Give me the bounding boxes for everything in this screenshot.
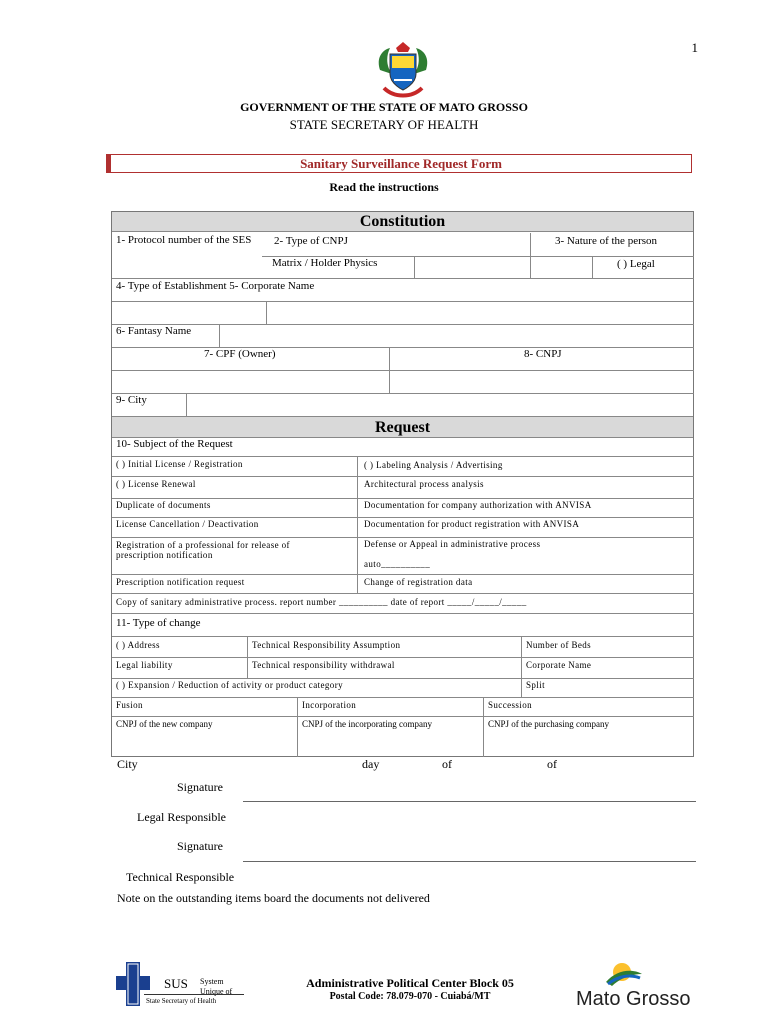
- signature-label-1: Signature: [177, 780, 223, 794]
- cpf-owner-label: 7- CPF (Owner): [204, 348, 276, 360]
- request-option[interactable]: Documentation for company authorization with ANVISA: [364, 500, 592, 510]
- request-heading: Request: [112, 416, 693, 438]
- year-field[interactable]: of: [547, 757, 557, 771]
- request-option-line2[interactable]: auto__________: [364, 559, 431, 569]
- instructions-label: Read the instructions: [329, 180, 439, 194]
- request-option[interactable]: Prescription notification request: [116, 577, 245, 587]
- state-coat-of-arms-icon: [372, 40, 434, 102]
- change-heading: 11- Type of change: [116, 617, 201, 629]
- matrix-holder-field[interactable]: Matrix / Holder Physics: [272, 257, 378, 269]
- request-option[interactable]: Documentation for product registration with ANVISA: [364, 519, 580, 529]
- legal-responsible-label: Legal Responsible: [137, 810, 226, 824]
- request-option[interactable]: Registration of a professional for release of: [116, 540, 290, 550]
- subject-label: 10- Subject of the Request: [116, 438, 233, 450]
- cnpj-label: 8- CNPJ: [524, 348, 562, 360]
- change-option[interactable]: Legal liability: [116, 660, 173, 670]
- footer-address: Administrative Political Center Block 05: [306, 976, 514, 990]
- cnpj-new-company-field[interactable]: CNPJ of the new company: [116, 719, 213, 729]
- sus-label: SUS: [164, 976, 188, 991]
- request-option[interactable]: Architectural process analysis: [364, 479, 484, 489]
- sus-secretary: State Secretary of Health: [146, 997, 217, 1005]
- request-option[interactable]: Defense or Appeal in administrative process: [364, 539, 541, 549]
- request-option[interactable]: ( ) Labeling Analysis / Advertising: [364, 460, 503, 470]
- request-option[interactable]: ( ) License Renewal: [116, 479, 196, 489]
- fantasy-name-label: 6- Fantasy Name: [116, 325, 192, 337]
- footer-postal: Postal Code: 78.079-070 - Cuiabá/MT: [329, 991, 491, 1002]
- page-number: 1: [691, 40, 698, 55]
- nature-label: 3- Nature of the person: [555, 235, 658, 247]
- copy-process-line[interactable]: Copy of sanitary administrative process. report number __________ date of report _____/_____/_____: [116, 597, 527, 607]
- sus-cross-logo-icon: [116, 962, 150, 1006]
- outstanding-note: Note on the outstanding items board the documents not delivered: [117, 891, 430, 905]
- technical-signature-line[interactable]: [243, 861, 696, 862]
- request-option[interactable]: ( ) Initial License / Registration: [116, 459, 243, 469]
- form-title: Sanitary Surveillance Request Form: [300, 156, 502, 171]
- legal-signature-line[interactable]: [243, 801, 696, 802]
- cnpj-type-label: 2- Type of CNPJ: [274, 235, 348, 247]
- incorporation-label[interactable]: Incorporation: [302, 700, 357, 710]
- change-option[interactable]: Technical Responsibility Assumption: [252, 640, 401, 650]
- change-option[interactable]: Technical responsibility withdrawal: [252, 660, 395, 670]
- protocol-label: 1- Protocol number of the SES: [116, 234, 252, 246]
- constitution-heading: Constitution: [112, 212, 693, 232]
- fusion-label[interactable]: Fusion: [116, 700, 143, 710]
- form-grid: [111, 211, 694, 757]
- legal-option[interactable]: ( ) Legal: [617, 258, 655, 270]
- establishment-label: 4- Type of Establishment 5- Corporate Name: [116, 280, 315, 292]
- secretary-title: STATE SECRETARY OF HEALTH: [289, 117, 479, 132]
- request-option-line2: prescription notification: [116, 550, 213, 560]
- technical-responsible-label: Technical Responsible: [126, 870, 235, 884]
- mato-grosso-logo: [576, 960, 696, 1016]
- day-field[interactable]: day: [362, 757, 380, 771]
- government-title: GOVERNMENT OF THE STATE OF MATO GROSSO: [240, 100, 528, 114]
- change-option[interactable]: Split: [526, 680, 546, 690]
- form-title-box: [106, 154, 692, 173]
- signature-label-2: Signature: [177, 839, 223, 853]
- city-label: 9- City: [116, 394, 147, 406]
- request-option[interactable]: Change of registration data: [364, 577, 473, 587]
- mato-grosso-text: Mato Grosso: [576, 988, 691, 1010]
- request-option[interactable]: Duplicate of documents: [116, 500, 211, 510]
- change-option[interactable]: Corporate Name: [526, 660, 592, 670]
- sus-logo-text: [164, 976, 188, 992]
- cnpj-purchasing-field[interactable]: CNPJ of the purchasing company: [488, 719, 609, 729]
- month-field[interactable]: of: [442, 757, 452, 771]
- change-option[interactable]: ( ) Expansion / Reduction of activity or product category: [116, 680, 343, 690]
- request-option[interactable]: License Cancellation / Deactivation: [116, 519, 259, 529]
- sus-system: System: [200, 977, 224, 986]
- change-option[interactable]: Number of Beds: [526, 640, 592, 650]
- succession-label[interactable]: Succession: [488, 700, 532, 710]
- sus-unique: Unique of: [200, 987, 233, 996]
- cnpj-incorporating-field[interactable]: CNPJ of the incorporating company: [302, 719, 432, 729]
- change-option[interactable]: ( ) Address: [116, 640, 160, 650]
- city-field[interactable]: City: [117, 757, 138, 771]
- mato-grosso-sun-icon: [604, 960, 644, 988]
